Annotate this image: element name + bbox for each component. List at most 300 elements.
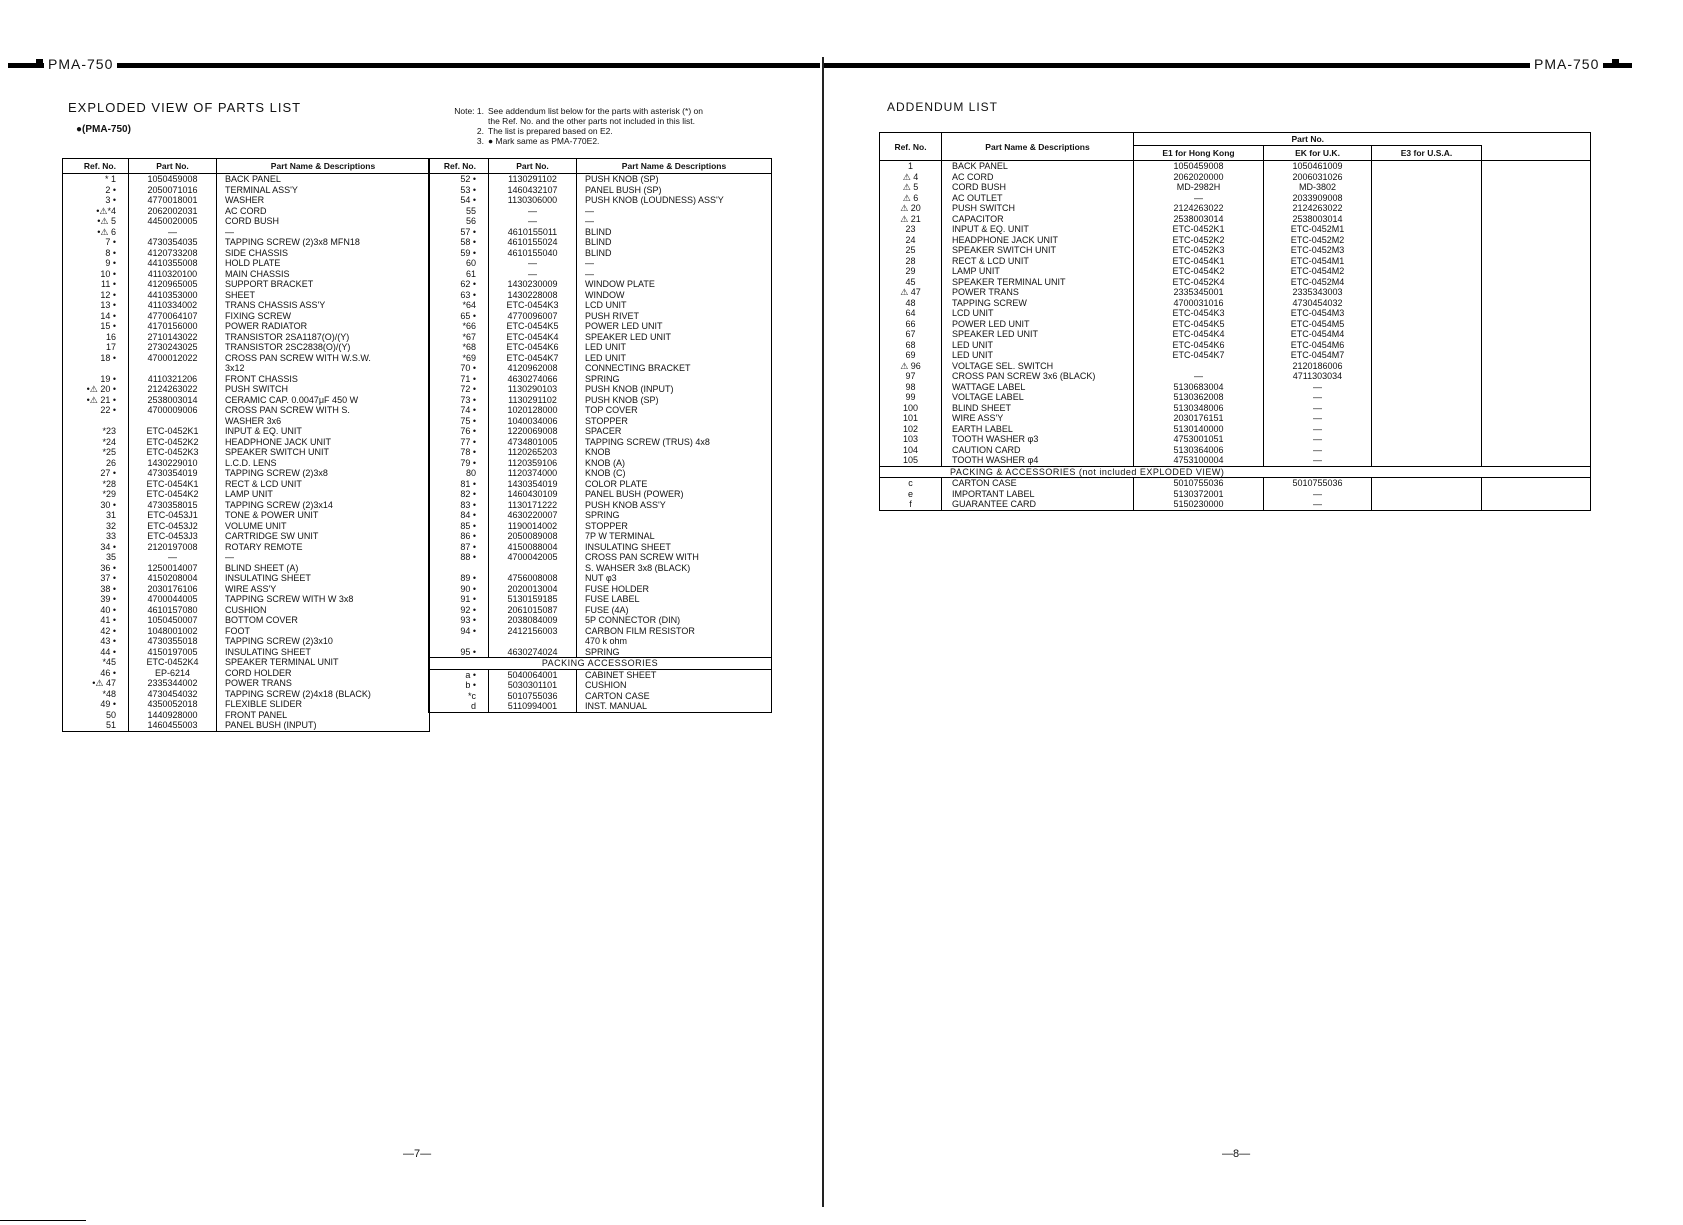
table-row [63, 206, 430, 217]
description-cell: INPUT & EQ. UNIT [942, 224, 1134, 235]
e1-part-cell: MD-2982H [1134, 182, 1264, 193]
description-cell: MAIN CHASSIS [225, 268, 290, 279]
description-cell: CUSHION [585, 680, 627, 691]
ref-no-cell: 54 • [429, 195, 489, 206]
table-row [429, 500, 772, 511]
ref-no-cell: d [429, 701, 489, 712]
table-row [880, 203, 1591, 214]
description-cell: PUSH SWITCH [225, 384, 288, 395]
ref-no-cell: 28 [880, 256, 942, 267]
ref-no-cell: 18 • [63, 353, 129, 364]
ref-no-cell: 33 [63, 531, 129, 542]
ek-part-cell: — [1264, 499, 1372, 510]
ref-no-cell: 102 [880, 424, 942, 435]
e3-part-cell [1372, 361, 1482, 372]
table-row [429, 237, 772, 248]
part-no-cell: 2038084009 [489, 615, 577, 626]
page-number-left: —7— [403, 1148, 432, 1160]
e1-part-cell: 2538003014 [1134, 214, 1264, 225]
e1-part-cell: 5150230000 [1134, 499, 1264, 510]
description-cell: 470 k ohm [585, 636, 628, 647]
part-no-cell: 1430230009 [489, 279, 577, 290]
e1-part-cell: ETC-0454K2 [1134, 266, 1264, 277]
ref-no-cell: *48 [63, 689, 129, 700]
e3-part-cell [1372, 256, 1482, 267]
ek-part-cell: 2120186006 [1264, 361, 1372, 372]
description-cell: CARTON CASE [585, 690, 650, 701]
ref-no-cell: 93 • [429, 615, 489, 626]
description-cell: SPRING [585, 373, 620, 384]
ref-no-cell: 95 • [429, 647, 489, 658]
part-no-cell: 4150197005 [129, 647, 217, 658]
part-no-cell: 1460432107 [489, 185, 577, 196]
ref-no-cell: *68 [429, 342, 489, 353]
blank-cell [1482, 214, 1591, 225]
ref-no-cell: 40 • [63, 605, 129, 616]
ref-no-cell: 104 [880, 445, 942, 456]
part-no-cell: 1048001002 [129, 626, 217, 637]
ref-no-cell: ⚠ 47 [880, 287, 942, 298]
col-header-partno: Part No. [1134, 133, 1482, 146]
part-no-cell: 2020013004 [489, 584, 577, 595]
table-row [63, 426, 430, 437]
description-cell: TOP COVER [585, 405, 638, 416]
description-cell: LED UNIT [942, 350, 1134, 361]
table-row [63, 269, 430, 280]
table-row [63, 227, 430, 238]
e1-part-cell: 4753001051 [1134, 434, 1264, 445]
ref-no-cell: 70 • [429, 363, 489, 374]
e1-part-cell: 5130362008 [1134, 392, 1264, 403]
ek-part-cell: 4730454032 [1264, 298, 1372, 309]
description-cell: — [585, 268, 594, 279]
note-number: 3. [476, 136, 484, 146]
table-row [429, 701, 772, 712]
e1-part-cell: 2335345001 [1134, 287, 1264, 298]
blank-cell [1482, 172, 1591, 183]
ref-no-cell: 56 [429, 216, 489, 227]
description-cell: PUSH KNOB (LOUDNESS) ASS'Y [585, 195, 724, 206]
model-label-right: PMA-750 [1530, 56, 1603, 72]
description-cell: BACK PANEL [225, 174, 281, 185]
description-cell: SPEAKER TERMINAL UNIT [225, 657, 339, 668]
part-no-cell: 2124263022 [129, 384, 217, 395]
e3-part-cell [1372, 445, 1482, 456]
description-cell: POWER TRANS [942, 287, 1134, 298]
table-row [880, 193, 1591, 204]
e3-part-cell [1372, 340, 1482, 351]
ref-no-cell: 29 [880, 266, 942, 277]
ref-no-cell: *69 [429, 353, 489, 364]
ek-part-cell: — [1264, 413, 1372, 424]
ek-part-cell: ETC-0452M3 [1264, 245, 1372, 256]
blank-cell [1482, 193, 1591, 204]
table-row [429, 531, 772, 542]
ref-no-cell: 73 • [429, 395, 489, 406]
table-row [429, 269, 772, 280]
part-no-cell: 5010755036 [489, 691, 577, 702]
table-row [429, 353, 772, 364]
part-no-cell: 1130291102 [489, 174, 577, 185]
ek-part-cell: 2538003014 [1264, 214, 1372, 225]
blank-cell [1482, 434, 1591, 445]
blank-cell [1482, 182, 1591, 193]
description-cell: POWER LED UNIT [942, 319, 1134, 330]
blank-cell [1482, 455, 1591, 466]
description-cell: PANEL BUSH (SP) [585, 184, 662, 195]
ref-no-cell: * 1 [63, 174, 129, 185]
ref-no-cell: ⚠ 6 [880, 193, 942, 204]
ref-no-cell: 103 [880, 434, 942, 445]
table-row [429, 447, 772, 458]
table-row [63, 300, 430, 311]
ek-part-cell: 2033909008 [1264, 193, 1372, 204]
description-cell: LED UNIT [585, 342, 627, 353]
description-cell: LAMP UNIT [225, 489, 273, 500]
table-row [63, 542, 430, 553]
table-row [880, 224, 1591, 235]
addendum-table [879, 132, 1591, 511]
col-header-ref: Ref. No. [63, 159, 129, 174]
header-rule-right [824, 63, 1632, 68]
ref-no-cell: 76 • [429, 426, 489, 437]
ref-no-cell: 9 • [63, 258, 129, 269]
blank-cell [1482, 499, 1591, 510]
ref-no-cell: 23 [880, 224, 942, 235]
description-cell: FUSE LABEL [585, 594, 640, 605]
description-cell: VOLTAGE SEL. SWITCH [942, 361, 1134, 372]
part-no-cell: 4700012022 [129, 353, 217, 364]
ek-part-cell: 4711303034 [1264, 371, 1372, 382]
description-cell: VOLUME UNIT [225, 520, 287, 531]
table-row [880, 329, 1591, 340]
ref-no-cell: 60 [429, 258, 489, 269]
e3-part-cell [1372, 424, 1482, 435]
note-number: 2. [476, 126, 484, 136]
e3-part-cell [1372, 413, 1482, 424]
blank-cell [1482, 224, 1591, 235]
e3-part-cell [1372, 403, 1482, 414]
ref-no-cell: 59 • [429, 248, 489, 259]
table-row [880, 340, 1591, 351]
ek-part-cell: ETC-0454M6 [1264, 340, 1372, 351]
ref-no-cell: 81 • [429, 479, 489, 490]
blank-cell [1482, 413, 1591, 424]
ref-no-cell: 80 [429, 468, 489, 479]
ref-no-cell: *64 [429, 300, 489, 311]
description-cell: ROTARY REMOTE [225, 541, 303, 552]
part-no-cell: 2120197008 [129, 542, 217, 553]
ref-no-cell: 84 • [429, 510, 489, 521]
ref-no-cell: *45 [63, 657, 129, 668]
table-row [63, 668, 430, 679]
part-no-cell: 1040034006 [489, 416, 577, 427]
table-row [63, 279, 430, 290]
table-row [63, 437, 430, 448]
e1-part-cell: ETC-0454K3 [1134, 308, 1264, 319]
part-no-cell: 1460430109 [489, 489, 577, 500]
part-no-cell [489, 636, 577, 647]
e1-part-cell: ETC-0454K7 [1134, 350, 1264, 361]
blank-cell [1482, 340, 1591, 351]
note-line [440, 136, 703, 146]
table-row [63, 311, 430, 322]
table-row [429, 248, 772, 259]
description-cell: SHEET [225, 289, 256, 300]
part-no-cell: — [489, 206, 577, 217]
ref-no-cell: 72 • [429, 384, 489, 395]
part-no-cell: 4610157080 [129, 605, 217, 616]
part-no-cell: 4730354035 [129, 237, 217, 248]
packing-accessories-heading: PACKING & ACCESSORIES (not included EXPLODED VIEW) [880, 466, 1591, 478]
part-no-cell: 4700009006 [129, 405, 217, 416]
ref-no-cell: ⚠ 21 [880, 214, 942, 225]
description-cell: CARTON CASE [942, 478, 1134, 489]
e1-part-cell: 5010755036 [1134, 478, 1264, 489]
e3-part-cell [1372, 499, 1482, 510]
description-cell: L.C.D. LENS [225, 457, 277, 468]
description-cell: 7P W TERMINAL [585, 531, 655, 542]
description-cell: FRONT PANEL [225, 709, 288, 720]
description-cell: LED UNIT [585, 352, 627, 363]
e1-part-cell: 4753100004 [1134, 455, 1264, 466]
description-cell: TAPPING SCREW [942, 298, 1134, 309]
ek-part-cell: — [1264, 382, 1372, 393]
part-no-cell: 4110334002 [129, 300, 217, 311]
part-no-cell: 1190014002 [489, 521, 577, 532]
description-cell: HEADPHONE JACK UNIT [942, 235, 1134, 246]
table-row [880, 371, 1591, 382]
part-no-cell: 2030176106 [129, 584, 217, 595]
description-cell: TAPPING SCREW (2)3x8 [225, 468, 328, 479]
description-cell: TOOTH WASHER φ4 [942, 455, 1134, 466]
part-no-cell: 4350052018 [129, 699, 217, 710]
description-cell: 3x12 [225, 363, 245, 374]
left-page-subtitle: ●(PMA-750) [76, 124, 131, 135]
ref-no-cell: 15 • [63, 321, 129, 332]
col-header-partno: Part No. [129, 159, 217, 174]
ek-part-cell: ETC-0454M1 [1264, 256, 1372, 267]
table-row [429, 563, 772, 574]
ref-no-cell: 89 • [429, 573, 489, 584]
blank-cell [1482, 361, 1591, 372]
description-cell: KNOB [585, 447, 611, 458]
table-row [880, 489, 1591, 500]
description-cell: — [585, 216, 594, 227]
ref-no-cell: 77 • [429, 437, 489, 448]
e3-part-cell [1372, 235, 1482, 246]
description-cell: SIDE CHASSIS [225, 247, 289, 258]
note-text: The list is prepared based on E2. [488, 126, 613, 136]
part-no-cell: 1020128000 [489, 405, 577, 416]
description-cell: FIXING SCREW [225, 310, 292, 321]
part-no-cell: 4610155040 [489, 248, 577, 259]
description-cell: CAPACITOR [942, 214, 1134, 225]
blank-cell [1482, 266, 1591, 277]
header-square-right [1612, 59, 1619, 66]
blank-cell [1482, 308, 1591, 319]
ref-no-cell: 91 • [429, 594, 489, 605]
description-cell: KNOB (C) [585, 468, 626, 479]
e3-part-cell [1372, 172, 1482, 183]
part-no-cell: 4770096007 [489, 311, 577, 322]
ref-no-cell: *28 [63, 479, 129, 490]
table-row [429, 185, 772, 196]
table-row [63, 647, 430, 658]
description-cell: FLEXIBLE SLIDER [225, 699, 303, 710]
ref-no-cell: 2 • [63, 185, 129, 196]
ref-no-cell: 30 • [63, 500, 129, 511]
table-row [63, 510, 430, 521]
e3-part-cell [1372, 478, 1482, 489]
ref-no-cell: •⚠ 6 [63, 227, 129, 238]
description-cell: PANEL BUSH (INPUT) [225, 720, 317, 731]
table-row [429, 416, 772, 427]
ek-part-cell: 2006031026 [1264, 172, 1372, 183]
description-cell: FRONT CHASSIS [225, 373, 298, 384]
part-no-cell: ETC-0454K5 [489, 321, 577, 332]
part-no-cell: 2710143022 [129, 332, 217, 343]
table-row [63, 531, 430, 542]
e1-part-cell: ETC-0452K4 [1134, 277, 1264, 288]
part-no-cell: ETC-0452K4 [129, 657, 217, 668]
ref-no-cell: 88 • [429, 552, 489, 563]
ref-no-cell: 101 [880, 413, 942, 424]
part-no-cell: 1430229010 [129, 458, 217, 469]
part-no-cell: 4630274066 [489, 374, 577, 385]
left-page-title: EXPLODED VIEW OF PARTS LIST [68, 100, 302, 115]
table-row [429, 321, 772, 332]
ref-no-cell: •⚠ 5 [63, 216, 129, 227]
description-cell: CAUTION CARD [942, 445, 1134, 456]
part-no-cell: ETC-0454K4 [489, 332, 577, 343]
ref-no-cell: 31 [63, 510, 129, 521]
part-no-cell: ETC-0452K3 [129, 447, 217, 458]
e3-part-cell [1372, 319, 1482, 330]
description-cell: SPEAKER LED UNIT [942, 329, 1134, 340]
description-cell: TAPPING SCREW (2)3x10 [225, 636, 333, 647]
description-cell: STOPPER [585, 415, 628, 426]
ref-no-cell: 37 • [63, 573, 129, 584]
part-no-cell: 5030301101 [489, 680, 577, 691]
part-no-cell: 4730454032 [129, 689, 217, 700]
e1-part-cell: ETC-0454K6 [1134, 340, 1264, 351]
ref-no-cell: 36 • [63, 563, 129, 574]
table-row [63, 290, 430, 301]
ref-no-cell: 26 [63, 458, 129, 469]
table-row [429, 227, 772, 238]
ref-no-cell: 52 • [429, 174, 489, 185]
ref-no-cell: 43 • [63, 636, 129, 647]
ek-part-cell: ETC-0454M5 [1264, 319, 1372, 330]
part-no-cell: 2730243025 [129, 342, 217, 353]
col-header-ek: EK for U.K. [1264, 146, 1372, 161]
table-row [63, 405, 430, 416]
parts-table-2 [428, 158, 772, 713]
ref-no-cell [429, 563, 489, 574]
table-row [429, 468, 772, 479]
table-row [63, 185, 430, 196]
ref-no-cell: 66 [880, 319, 942, 330]
table-row [429, 300, 772, 311]
ref-no-cell: 49 • [63, 699, 129, 710]
description-cell: AC CORD [942, 172, 1134, 183]
table-row [63, 636, 430, 647]
e3-part-cell [1372, 382, 1482, 393]
description-cell: INSULATING SHEET [585, 541, 671, 552]
ref-no-cell: b • [429, 680, 489, 691]
description-cell: INSULATING SHEET [225, 646, 311, 657]
col-header-ref: Ref. No. [880, 133, 942, 161]
ek-part-cell: ETC-0452M2 [1264, 235, 1372, 246]
col-header-desc: Part Name & Descriptions [217, 159, 430, 174]
ref-no-cell: 51 [63, 720, 129, 731]
packing-accessories-heading: PACKING ACCESSORIES [429, 658, 772, 670]
table-row [880, 287, 1591, 298]
e3-part-cell [1372, 277, 1482, 288]
part-no-cell: 1130291102 [489, 395, 577, 406]
description-cell: RECT & LCD UNIT [942, 256, 1134, 267]
description-cell: — [225, 552, 234, 563]
table-row [63, 720, 430, 731]
note-text: See addendum list below for the parts with asterisk (*) on [488, 106, 703, 116]
part-no-cell: 2335344002 [129, 678, 217, 689]
description-cell: TAPPING SCREW WITH W 3x8 [225, 594, 354, 605]
right-page-title: ADDENDUM LIST [887, 100, 999, 114]
part-no-cell: 4610155011 [489, 227, 577, 238]
ref-no-cell: ⚠ 96 [880, 361, 942, 372]
table-row [63, 174, 430, 185]
table-row [880, 245, 1591, 256]
description-cell: TAPPING SCREW (2)3x8 MFN18 [225, 237, 360, 248]
part-no-cell: 4150088004 [489, 542, 577, 553]
ref-no-cell: 71 • [429, 374, 489, 385]
ref-no-cell: 17 [63, 342, 129, 353]
blank-cell [1482, 277, 1591, 288]
description-cell: PUSH RIVET [585, 310, 640, 321]
description-cell: GUARANTEE CARD [942, 499, 1134, 510]
part-no-cell: — [129, 552, 217, 563]
table-row [429, 363, 772, 374]
e1-part-cell: ETC-0452K1 [1134, 224, 1264, 235]
e3-part-cell [1372, 434, 1482, 445]
ref-no-cell: 14 • [63, 311, 129, 322]
part-no-cell: 2062002031 [129, 206, 217, 217]
description-cell: SPACER [585, 426, 622, 437]
ref-no-cell: *66 [429, 321, 489, 332]
part-no-cell: — [489, 269, 577, 280]
part-no-cell: 1440928000 [129, 710, 217, 721]
ref-no-cell: 83 • [429, 500, 489, 511]
ref-no-cell: 3 • [63, 195, 129, 206]
e1-part-cell: 2124263022 [1134, 203, 1264, 214]
part-no-cell: — [489, 258, 577, 269]
ek-part-cell: ETC-0454M3 [1264, 308, 1372, 319]
e1-part-cell: ETC-0454K1 [1134, 256, 1264, 267]
e3-part-cell [1372, 203, 1482, 214]
part-no-cell: 1120265203 [489, 447, 577, 458]
ref-no-cell: 58 • [429, 237, 489, 248]
e3-part-cell [1372, 371, 1482, 382]
e3-part-cell [1372, 287, 1482, 298]
e3-part-cell [1372, 224, 1482, 235]
e1-part-cell: 4700031016 [1134, 298, 1264, 309]
blank-cell [1482, 161, 1591, 172]
table-row [880, 455, 1591, 466]
part-no-cell: 4770018001 [129, 195, 217, 206]
col-header-desc: Part Name & Descriptions [577, 159, 772, 174]
description-cell: CUSHION [225, 604, 267, 615]
